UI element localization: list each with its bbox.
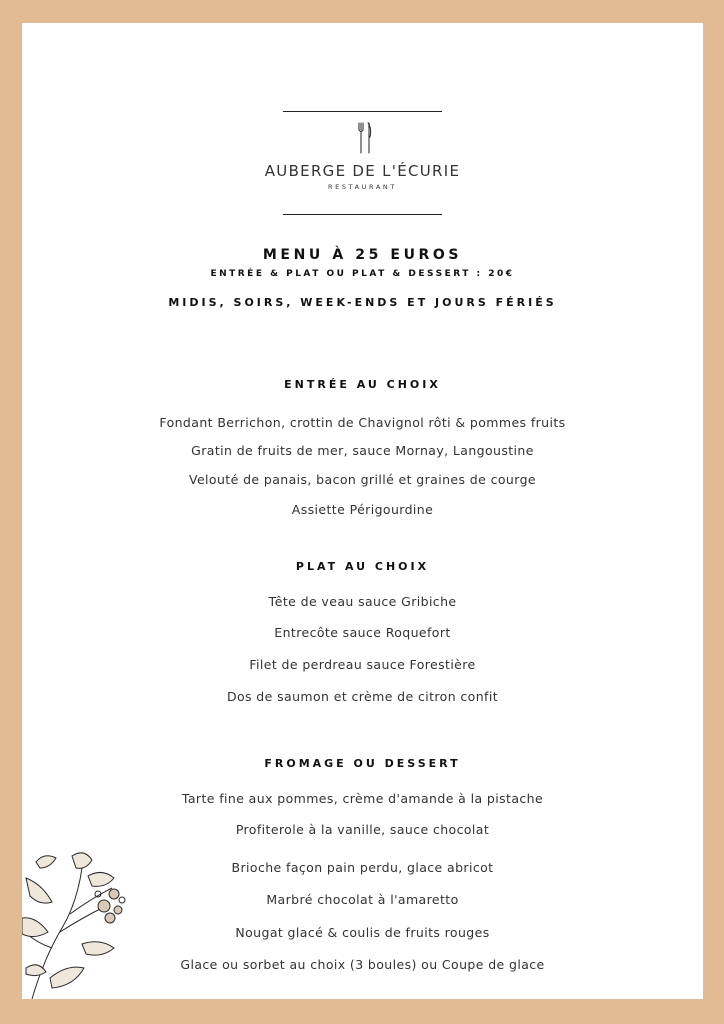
- dish-item: Tête de veau sauce Gribiche: [268, 594, 457, 609]
- header-bottom-rule: [283, 214, 442, 215]
- dish-item: Marbré chocolat à l'amaretto: [266, 892, 459, 907]
- brand-name: AUBERGE DE L'ÉCURIE: [264, 162, 461, 180]
- section-heading-dessert: FROMAGE OU DESSERT: [264, 757, 461, 770]
- botanical-illustration-icon: [22, 848, 134, 999]
- section-heading-plat: PLAT AU CHOIX: [295, 560, 430, 573]
- dish-item: Velouté de panais, bacon grillé et graines de courge: [188, 472, 536, 487]
- dish-item: Brioche façon pain perdu, glace abricot: [231, 860, 494, 875]
- menu-availability: MIDIS, SOIRS, WEEK-ENDS ET JOURS FÉRIÉS: [168, 296, 557, 309]
- dish-item: Dos de saumon et crème de citron confit: [226, 689, 499, 704]
- header-top-rule: [283, 111, 442, 112]
- fork-knife-icon: [357, 122, 373, 154]
- dish-item: Glace ou sorbet au choix (3 boules) ou Coupe de glace: [180, 957, 545, 972]
- menu-sheet: [22, 23, 703, 999]
- menu-title: MENU À 25 EUROS: [262, 247, 463, 263]
- section-heading-entree: ENTRÉE AU CHOIX: [284, 378, 441, 391]
- dish-item: Entrecôte sauce Roquefort: [274, 625, 451, 640]
- dish-item: Gratin de fruits de mer, sauce Mornay, Langoustine: [191, 443, 534, 458]
- dish-item: Profiterole à la vanille, sauce chocolat: [235, 822, 490, 837]
- brand-subtitle: RESTAURANT: [328, 183, 397, 191]
- dish-item: Filet de perdreau sauce Forestière: [249, 657, 476, 672]
- dish-item: Tarte fine aux pommes, crème d'amande à la pistache: [181, 791, 544, 806]
- dish-item: Fondant Berrichon, crottin de Chavignol rôti & pommes fruits: [159, 415, 566, 430]
- dish-item: Nougat glacé & coulis de fruits rouges: [235, 925, 490, 940]
- dish-item: Assiette Périgourdine: [291, 502, 434, 517]
- menu-subtitle: ENTRÉE & PLAT OU PLAT & DESSERT : 20€: [210, 269, 515, 279]
